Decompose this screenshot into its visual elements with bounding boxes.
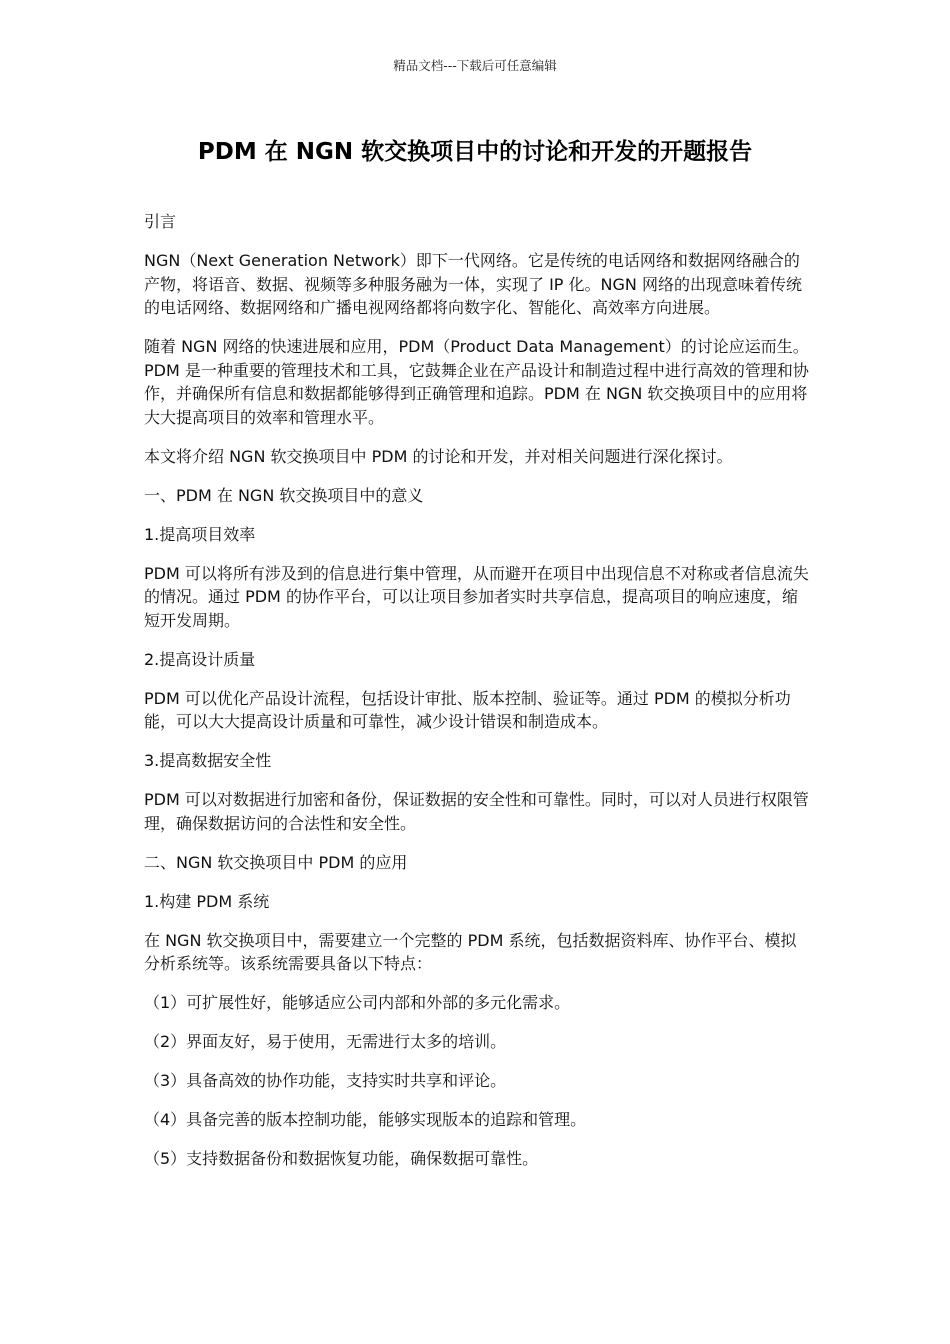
section-heading-significance: 一、PDM 在 NGN 软交换项目中的意义 <box>144 485 424 505</box>
document-body <box>144 210 812 1186</box>
subheading-design-quality: 2.提高设计质量 <box>144 649 256 669</box>
section-heading-intro: 引言 <box>144 212 177 231</box>
list-item: （1）可扩展性好，能够适应公司内部和外部的多元化需求。 <box>144 993 571 1012</box>
list-item: （4）具备完善的版本控制功能，能够实现版本的追踪和管理。 <box>144 1110 587 1129</box>
list-item: （3）具备高效的协作功能，支持实时共享和评论。 <box>144 1071 507 1090</box>
paragraph-pdm-background: 随着 NGN 网络的快速进展和应用，PDM（Product Data Management）的讨论应运而生。PDM 是一种重要的管理技术和工具，它鼓舞企业在产品设计和制造过程中进行高效的管理和协作，并确保所有信息和数据都能够得到正确管理和追踪。PDM 在 NGN 软交换项目中的应用将大大提高项目的效率和管理水平。 <box>144 337 809 427</box>
list-item: （5）支持数据备份和数据恢复功能，确保数据可靠性。 <box>144 1149 539 1168</box>
paragraph-data-security: PDM 可以对数据进行加密和备份，保证数据的安全性和可靠性。同时，可以对人员进行权限管理，确保数据访问的合法性和安全性。 <box>144 790 809 833</box>
subheading-data-security: 3.提高数据安全性 <box>144 751 272 770</box>
paragraph-article-scope: 本文将介绍 NGN 软交换项目中 PDM 的讨论和开发，并对相关问题进行深化探讨。 <box>144 446 733 466</box>
paragraph-ngn-definition: NGN（Next Generation Network）即下一代网络。它是传统的电话网络和数据网络融合的产物，将语音、数据、视频等多种服务融为一体，实现了 IP 化。NGN 网络的出现意味着传统的电话网络、数据网络和广播电视网络都将向数字化、智能化、高效率方向进展。 <box>144 251 802 317</box>
page-header: 精品文档---下载后可任意编辑 <box>393 58 557 73</box>
paragraph-efficiency: PDM 可以将所有涉及到的信息进行集中管理，从而避开在项目中出现信息不对称或者信息流失的情况。通过 PDM 的协作平台，可以让项目参加者实时共享信息，提高项目的响应速度，缩短开发周期。 <box>144 563 809 630</box>
document-title: PDM 在 NGN 软交换项目中的讨论和开发的开题报告 <box>197 139 753 165</box>
subheading-efficiency: 1.提高项目效率 <box>144 524 256 544</box>
section-heading-application: 二、NGN 软交换项目中 PDM 的应用 <box>144 852 408 872</box>
paragraph-design-quality: PDM 可以优化产品设计流程，包括设计审批、版本控制、验证等。通过 PDM 的模拟分析功能，可以大大提高设计质量和可靠性，减少设计错误和制造成本。 <box>144 688 791 731</box>
paragraph-build-system: 在 NGN 软交换项目中，需要建立一个完整的 PDM 系统，包括数据资料库、协作平台、模拟分析系统等。该系统需要具备以下特点： <box>144 930 797 973</box>
list-item: （2）界面友好，易于使用，无需进行太多的培训。 <box>144 1032 507 1051</box>
subheading-build-system: 1.构建 PDM 系统 <box>144 891 270 911</box>
